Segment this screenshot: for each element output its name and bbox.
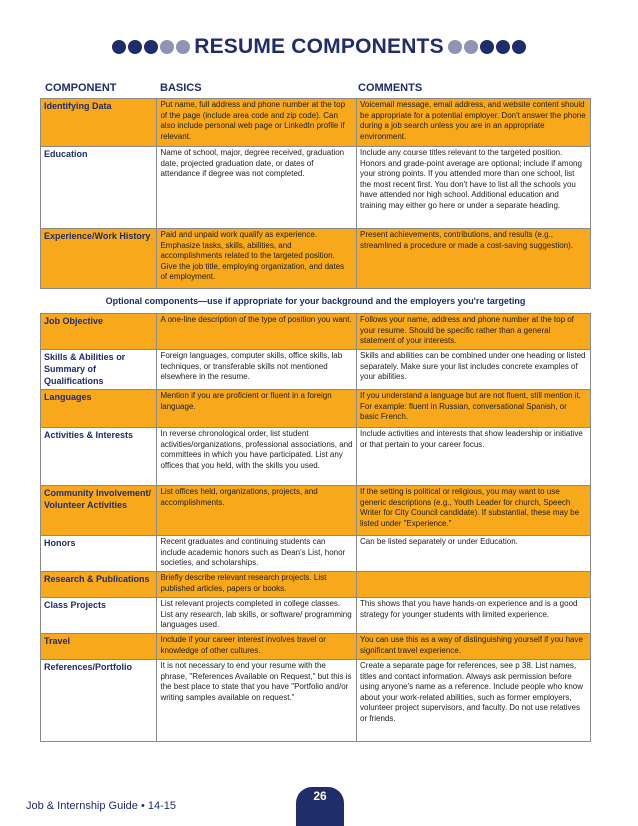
comments-cell: Include any course titles relevant to the targeted position. Honors and grade-point average are optional; include if among your strong points. If you attended more than one school, list the most recent first. You don't have to list all the schools you have attended nor high school. Additional education and training may either go here or under a separate heading. (357, 147, 591, 229)
dot-decoration (144, 40, 158, 54)
footer-guide-label: Job & Internship Guide • 14-15 (26, 800, 176, 812)
dot-decoration (512, 40, 526, 54)
header-basics: BASICS (160, 82, 202, 94)
basics-cell: List relevant projects completed in college classes. List any research, lab skills, or software/ programming languages used. (157, 598, 357, 634)
comments-cell: Voicemail message, email address, and website content should be appropriate for a potential employer. Don't answer the phone during a job search unless you are in an appropriate environment. (357, 99, 591, 147)
component-cell: Activities & Interests (41, 428, 157, 486)
table-row (41, 314, 591, 350)
component-cell: Travel (41, 634, 157, 660)
basics-cell: Include if your career interest involves travel or knowledge of other cultures. (157, 634, 357, 660)
component-cell: Research & Publications (41, 572, 157, 598)
basics-cell: Foreign languages, computer skills, office skills, lab techniques, or transferable skills not mentioned elsewhere in the resume. (157, 350, 357, 390)
comments-cell: If the setting is political or religious, you may want to use generic descriptions (e.g., Youth Leader for church, Speech Writer for City Council candidate). If substantial, these may be listed under "Experience." (357, 486, 591, 536)
table-row (41, 428, 591, 486)
comments-cell: You can use this as a way of distinguishing yourself if you have significant travel experience. (357, 634, 591, 660)
component-cell: Skills & Abilities or Summary of Qualifications (41, 350, 157, 390)
basics-cell: Mention if you are proficient or fluent in a foreign language. (157, 390, 357, 428)
comments-cell: Create a separate page for references, see p 38. List names, titles and contact information. Always ask permission before using anyone's name as a reference. Include people who know about your work-related abilities, such as former employers, volunteer project supervisors, and faculty. Do not use relatives or friends. (357, 660, 591, 742)
table-row (41, 660, 591, 742)
basics-cell: Put name, full address and phone number at the top of the page (include area code and zip code). Can also include personal web page or LinkedIn profile if relevant. (157, 99, 357, 147)
comments-cell (357, 572, 591, 598)
page-title: RESUME COMPONENTS (194, 35, 444, 58)
left-dots-decoration (112, 40, 190, 54)
basics-cell: Name of school, major, degree received, graduation date, projected graduation date, or dates of attendance if degree was not completed. (157, 147, 357, 229)
comments-cell: Include activities and interests that show leadership or initiative or that pertain to your career focus. (357, 428, 591, 486)
comments-cell: Skills and abilities can be combined under one heading or listed separately. Make sure your list includes concrete examples of your abilities. (357, 350, 591, 390)
table-row (41, 572, 591, 598)
table-row (41, 147, 591, 229)
header-comments: COMMENTS (358, 82, 423, 94)
table-row (41, 99, 591, 147)
comments-cell: Present achievements, contributions, and results (e.g., streamlined a procedure or made a cost-saving suggestion). (357, 229, 591, 289)
basics-cell: A one-line description of the type of position you want. (157, 314, 357, 350)
component-cell: Job Objective (41, 314, 157, 350)
component-cell: Community Involvement/ Volunteer Activities (41, 486, 157, 536)
comments-cell: If you understand a language but are not fluent, still mention it. For example: fluent in Russian, conversational Spanish, or basic French. (357, 390, 591, 428)
component-cell: Class Projects (41, 598, 157, 634)
dot-decoration (128, 40, 142, 54)
dot-decoration (496, 40, 510, 54)
dot-decoration (176, 40, 190, 54)
basics-cell: Paid and unpaid work qualify as experience. Emphasize tasks, skills, abilities, and accomplishments related to the targeted position. Give the job title, employing organization, and dates of employment. (157, 229, 357, 289)
component-cell: Education (41, 147, 157, 229)
component-cell: Languages (41, 390, 157, 428)
required-components-table (40, 98, 591, 289)
table-row (41, 536, 591, 572)
dot-decoration (448, 40, 462, 54)
component-cell: Experience/Work History (41, 229, 157, 289)
dot-decoration (464, 40, 478, 54)
dot-decoration (480, 40, 494, 54)
dot-decoration (112, 40, 126, 54)
comments-cell: This shows that you have hands-on experience and is a good strategy for younger students with limited experience. (357, 598, 591, 634)
table-header (40, 82, 591, 94)
basics-cell: In reverse chronological order, list student activities/organizations, professional associations, and committees in which you have participated. List any offices that you held, with the skills you used. (157, 428, 357, 486)
table-row (41, 350, 591, 390)
basics-cell: Briefly describe relevant research projects. List published articles, papers or books. (157, 572, 357, 598)
table-row (41, 598, 591, 634)
header-component: COMPONENT (45, 82, 117, 94)
table-row (41, 390, 591, 428)
basics-cell: List offices held, organizations, projects, and accomplishments. (157, 486, 357, 536)
optional-components-table (40, 313, 591, 742)
page-number: 26 (296, 787, 344, 826)
table-row (41, 634, 591, 660)
component-cell: Identifying Data (41, 99, 157, 147)
basics-cell: Recent graduates and continuing students can include academic honors such as Dean's List, honor societies, and scholarships. (157, 536, 357, 572)
title-row (0, 34, 638, 60)
right-dots-decoration (448, 40, 526, 54)
optional-components-heading: Optional components—use if appropriate for your background and the employers you're targeting (105, 296, 526, 306)
comments-cell: Follows your name, address and phone number at the top of your resume. Should be specific rather than a general statement of your interests. (357, 314, 591, 350)
component-cell: References/Portfolio (41, 660, 157, 742)
dot-decoration (160, 40, 174, 54)
component-cell: Honors (41, 536, 157, 572)
basics-cell: It is not necessary to end your resume with the phrase, "References Available on Request," but this is the best place to state that you have "Portfolio and/or writing samples available on request." (157, 660, 357, 742)
table-row (41, 229, 591, 289)
comments-cell: Can be listed separately or under Education. (357, 536, 591, 572)
table-row (41, 486, 591, 536)
